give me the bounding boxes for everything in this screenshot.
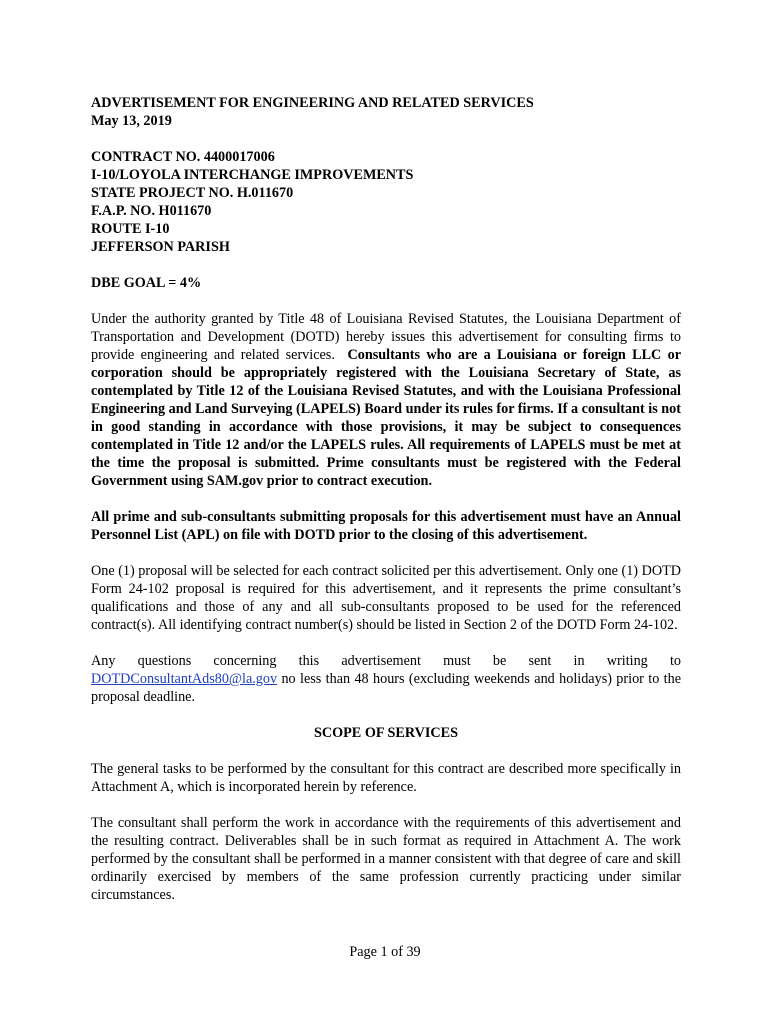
page-number: Page 1 of 39 xyxy=(349,944,421,960)
contact-email-link[interactable]: DOTDConsultantAds80@la.gov xyxy=(91,671,278,687)
registration-requirements: Consultants who are a Louisiana or foreign LLC or corporation should be appropriately registered with the Louisiana Secretary of State, as contemplated by Title 12 of the Louisiana Revised Statutes, and with the Louisiana Professional Engineering and Land Surveying (LAPELS) Board under its rules for firms. If a consultant is not in good standing in accordance with those provisions, it may be subject to consequences contemplated in Title 12 and/or the LAPELS rules. All requirements of LAPELS must be met at the time the proposal is submitted. Prime consultants must be registered with the Federal Government using SAM.gov prior to contract execution. xyxy=(91,347,681,489)
advertisement-title: ADVERTISEMENT FOR ENGINEERING AND RELATED SERVICES xyxy=(91,95,534,111)
questions-paragraph xyxy=(91,652,681,706)
dbe-goal: DBE GOAL = 4% xyxy=(91,275,202,291)
advertisement-date: May 13, 2019 xyxy=(91,113,172,129)
performance-paragraph: The consultant shall perform the work in accordance with the requirements of this advertisement and the resulting contract. Deliverables shall be in such format as required in Attachment A. The work performed by the consultant shall be performed in a manner consistent with that degree of care and skill ordinarily exercised by members of the same profession currently practicing under similar circumstances. xyxy=(91,815,681,903)
contract-info xyxy=(91,148,681,256)
authority-paragraph xyxy=(91,310,681,490)
fap-number: F.A.P. NO. H011670 xyxy=(91,203,212,219)
general-tasks-paragraph: The general tasks to be performed by the consultant for this contract are described more specifically in Attachment A, which is incorporated herein by reference. xyxy=(91,761,681,795)
questions-deadline-text: no less than 48 hours (excluding weekends and holidays) prior to the proposal deadline. xyxy=(91,671,682,705)
proposal-selection-paragraph: One (1) proposal will be selected for each contract solicited per this advertisement. Only one (1) DOTD Form 24-102 proposal is required for this advertisement, and it represents the prime consultant’s qualifications and those of any and all sub-consultants proposed to be used for the referenced contract(s). All identifying contract number(s) should be listed in Section 2 of the DOTD Form 24-102. xyxy=(91,563,681,633)
parish: JEFFERSON PARISH xyxy=(91,239,230,255)
authority-text: Under the authority granted by Title 48 of Louisiana Revised Statutes, the Louisiana Department of Transportation and Development (DOTD) hereby issues this advertisement for consulting firms to provide engineering and related services. xyxy=(91,311,681,363)
apl-requirement-paragraph: All prime and sub-consultants submitting proposals for this advertisement must have an Annual Personnel List (APL) on file with DOTD prior to the closing of this advertisement. xyxy=(91,509,681,543)
scope-heading: SCOPE OF SERVICES xyxy=(313,725,459,741)
contract-number: CONTRACT NO. 4400017006 xyxy=(91,149,275,165)
contract-name: I-10/LOYOLA INTERCHANGE IMPROVEMENTS xyxy=(91,167,414,183)
questions-text: Any questions concerning this advertisement must be sent in writing to xyxy=(91,653,681,669)
route: ROUTE I-10 xyxy=(91,221,170,237)
page-content xyxy=(91,94,681,904)
advertisement-header xyxy=(91,94,681,130)
state-project-number: STATE PROJECT NO. H.011670 xyxy=(91,185,294,201)
